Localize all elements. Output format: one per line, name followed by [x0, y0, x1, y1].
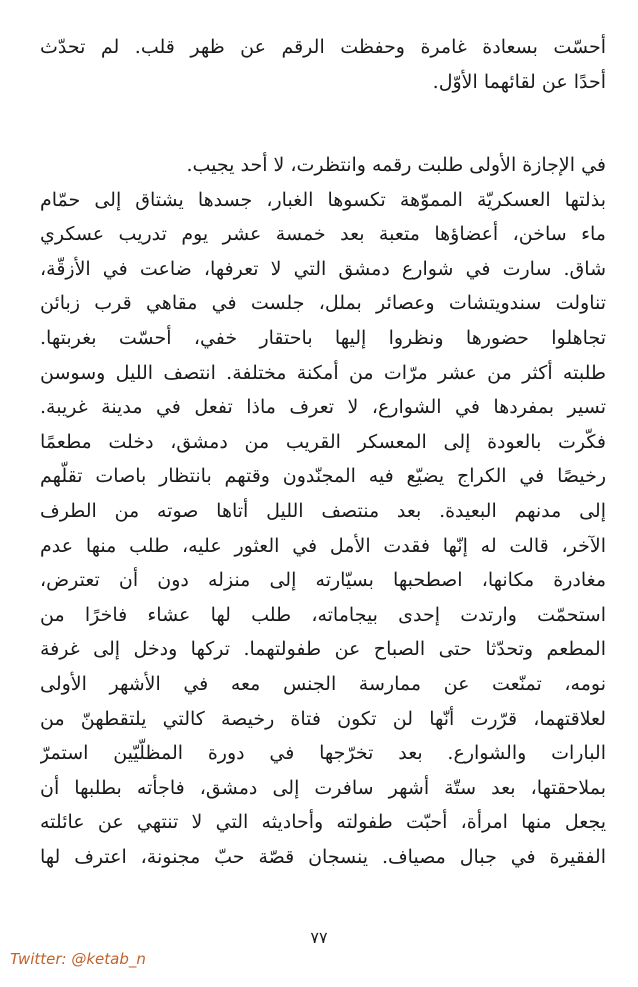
text-line: ماء ساخن، أعضاؤها متعبة بعد خمسة عشر يوم تدريب عسكري: [40, 223, 606, 246]
text-line: مغادرة مكانها، اصطحبها بسيّارته إلى منزله دون أن تعترض،: [40, 569, 606, 592]
page-number: ٧٧: [310, 928, 328, 947]
text-line: إلى مدنهم البعيدة. بعد منتصف الليل أتاها صوته من الطرف: [40, 499, 606, 522]
text-line: نومه، تمنّعت عن ممارسة الجنس معه في الأشهر الأولى: [40, 672, 606, 695]
text-line: الآخر، قالت له إنّها فقدت الأمل في العثور عليه، طلب منها عدم: [40, 534, 606, 557]
text-line: أحدًا عن لقائهما الأوّل.: [432, 70, 606, 93]
text-line: تسير بمفردها في الشوارع، لا تعرف ماذا تفعل في مدينة غريبة.: [40, 396, 606, 419]
text-line: في الإجازة الأولى طلبت رقمه وانتظرت، لا أحد يجيب.: [186, 154, 606, 176]
text-line: طلبته أكثر من عشر مرّات من أمكنة مختلفة. انتصف الليل وسوسن: [40, 361, 606, 384]
text-line: لعلاقتهما، قرّرت أنّها لن تكون فتاة رخيصة كالتي يلتقطهنّ من: [40, 707, 606, 730]
text-line: البارات والشوارع. بعد تخرّجها في دورة المظلّيّين استمرّ: [40, 742, 606, 765]
paragraph-2: [40, 148, 606, 874]
text-line: المطعم وتحدّثا حتى الصباح عن طفولتهما. تركها ودخل إلى غرفة: [40, 638, 606, 661]
text-line: شاق. سارت في شوارع دمشق التي لا تعرفها، ضاعت في الأزقّة،: [40, 257, 606, 280]
paragraph-1: [40, 30, 606, 99]
watermark: Twitter: @ketab_n: [10, 950, 146, 968]
text-line: الفقيرة في جبال مصياف. ينسجان قصّة حبّ مجنونة، اعترف لها: [40, 845, 606, 868]
text-line: تناولت سندويتشات وعصائر بملل، جلست في مقاهي قرب زبائن: [40, 292, 606, 315]
text-line: رخيصًا في الكراج يضيّع فيه المجنّدون وقتهم بانتظار باصات تقلّهم: [40, 465, 606, 488]
text-line: بملاحقتها، بعد ستّة أشهر سافرت إلى دمشق، فاجأته بطلبها أن: [40, 776, 606, 799]
text-line: فكّرت بالعودة إلى المعسكر القريب من دمشق، دخلت مطعمًا: [40, 430, 606, 453]
text-line: بذلتها العسكريّة المموّهة تكسوها الغبار، جسدها يشتاق إلى حمّام: [40, 188, 606, 211]
text-line: أحسّت بسعادة غامرة وحفظت الرقم عن ظهر قلب. لم تحدّث: [40, 36, 606, 58]
text-line: يجعل منها امرأة، أحبّت طفولته وأحاديثه التي لا تنتهي عن عائلته: [40, 811, 606, 834]
text-line: تجاهلوا حضورها ونظروا إليها باحتقار خفي، أحسّت بغربتها.: [40, 326, 606, 349]
text-line: استحمّت وارتدت إحدى بيجاماته، طلب لها عشاء فاخرًا من: [40, 603, 606, 626]
